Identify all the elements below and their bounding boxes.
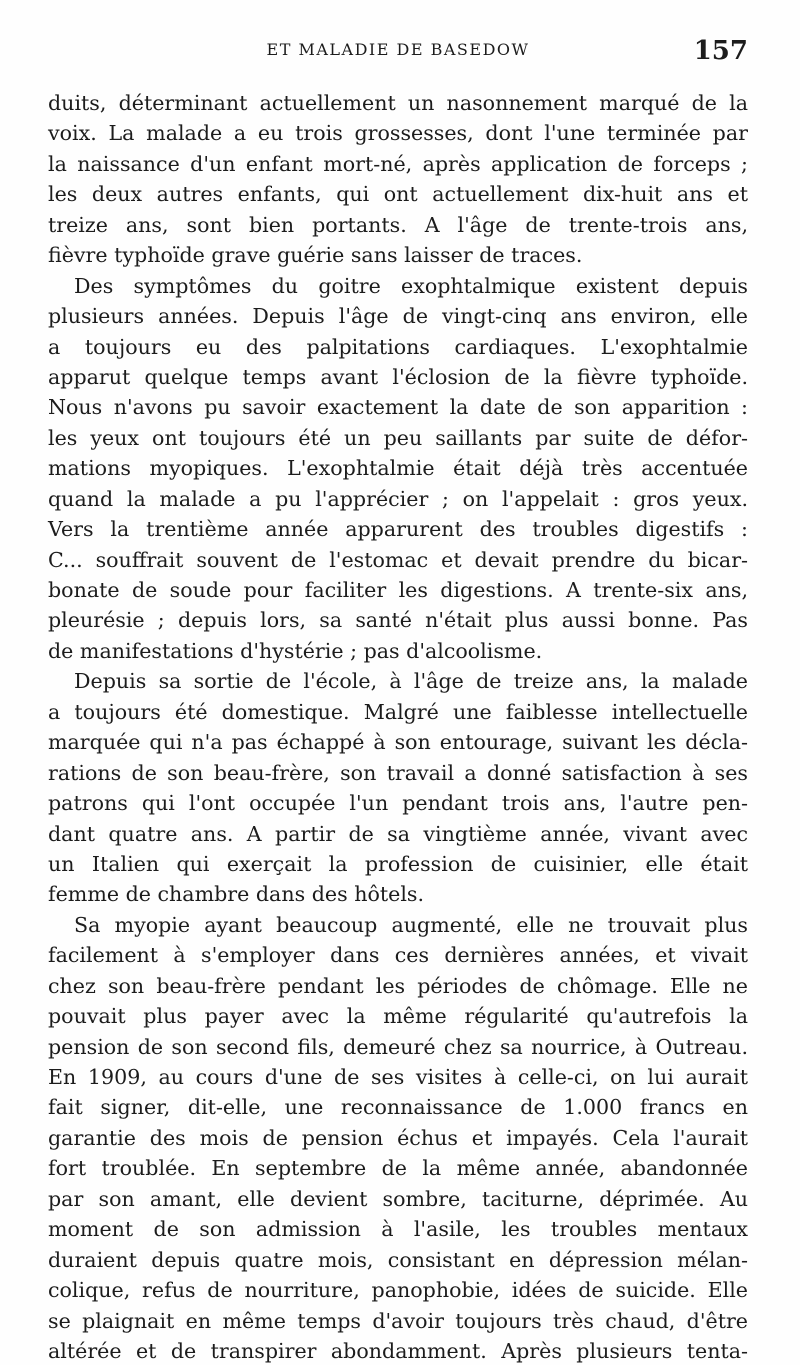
text-line: plusieurs années. Depuis l'âge de vingt-cinq ans environ, elle <box>48 304 748 329</box>
body-text <box>48 88 748 1366</box>
text-line: la naissance d'un enfant mort-né, après application de forceps ; <box>48 151 748 176</box>
text-line: treize ans, sont bien portants. A l'âge de trente-trois ans, <box>48 212 748 237</box>
text-line: Des symptômes du goitre exophtalmique existent depuis <box>74 273 748 298</box>
text-line: garantie des mois de pension échus et impayés. Cela l'aurait <box>48 1125 748 1150</box>
text-line: En 1909, au cours d'une de ses visites à celle-ci, on lui aurait <box>48 1065 748 1089</box>
text-line: de manifestations d'hystérie ; pas d'alcoolisme. <box>48 638 543 663</box>
page-number: 157 <box>693 36 748 66</box>
text-line: les yeux ont toujours été un peu saillants par suite de défor- <box>48 425 748 450</box>
text-line: se plaignait en même temps d'avoir toujours très chaud, d'être <box>48 1308 748 1333</box>
paragraph <box>48 910 748 1366</box>
text-line: pleurésie ; depuis lors, sa santé n'était plus aussi bonne. Pas <box>48 608 748 633</box>
text-line: fièvre typhoïde grave guérie sans laisser de traces. <box>48 243 583 268</box>
text-line: Depuis sa sortie de l'école, à l'âge de treize ans, la malade <box>74 669 748 694</box>
text-line: femme de chambre dans des hôtels. <box>48 882 425 907</box>
text-line: fort troublée. En septembre de la même année, abandonnée <box>48 1156 748 1181</box>
text-line: a toujours eu des palpitations cardiaques. L'exophtalmie <box>48 334 748 359</box>
text-line: par son amant, elle devient sombre, taciturne, déprimée. Au <box>48 1186 748 1211</box>
text-line: fait signer, dit-elle, une reconnaissance de 1.000 francs en <box>48 1095 748 1120</box>
paragraph <box>48 88 748 271</box>
text-line: voix. La malade a eu trois grossesses, dont l'une terminée par <box>48 121 748 146</box>
text-line: altérée et de transpirer abondamment. Après plusieurs tenta- <box>48 1338 748 1363</box>
text-line: patrons qui l'ont occupée l'un pendant trois ans, l'autre pen- <box>48 791 748 816</box>
text-line: colique, refus de nourriture, panophobie, idées de suicide. Elle <box>48 1278 748 1303</box>
running-head <box>48 36 748 72</box>
text-line: bonate de soude pour faciliter les digestions. A trente-six ans, <box>48 578 748 602</box>
text-line: un Italien qui exerçait la profession de cuisinier, elle était <box>48 851 748 876</box>
text-line: Sa myopie ayant beaucoup augmenté, elle ne trouvait plus <box>74 912 748 937</box>
text-line: rations de son beau-frère, son travail a donné satisfaction à ses <box>48 760 748 785</box>
text-line: marquée qui n'a pas échappé à son entourage, suivant les décla- <box>48 730 748 755</box>
paragraph <box>48 271 748 667</box>
text-line: a toujours été domestique. Malgré une faiblesse intellectuelle <box>48 699 748 724</box>
text-line: dant quatre ans. A partir de sa vingtième année, vivant avec <box>48 821 748 846</box>
running-title: ET MALADIE DE BASEDOW <box>266 40 530 59</box>
text-line: facilement à s'employer dans ces dernières années, et vivait <box>48 943 748 968</box>
text-line: Vers la trentième année apparurent des troubles digestifs : <box>48 517 748 542</box>
text-line: moment de son admission à l'asile, les troubles mentaux <box>48 1217 748 1242</box>
text-line: Nous n'avons pu savoir exactement la date de son apparition : <box>48 395 748 420</box>
text-line: duraient depuis quatre mois, consistant en dépression mélan- <box>48 1247 748 1272</box>
text-line: les deux autres enfants, qui ont actuellement dix-huit ans et <box>48 182 748 207</box>
paragraph <box>48 666 748 910</box>
text-line: mations myopiques. L'exophtalmie était déjà très accentuée <box>48 456 748 481</box>
text-line: pouvait plus payer avec la même régularité qu'autrefois la <box>48 1004 748 1029</box>
text-line: apparut quelque temps avant l'éclosion de la fièvre typhoïde. <box>48 364 748 389</box>
text-line: quand la malade a pu l'apprécier ; on l'appelait : gros yeux. <box>48 486 748 511</box>
text-line: pension de son second fils, demeuré chez sa nourrice, à Outreau. <box>48 1034 748 1059</box>
text-line: duits, déterminant actuellement un nasonnement marqué de la <box>48 91 748 115</box>
text-line: C... souffrait souvent de l'estomac et devait prendre du bicar- <box>48 547 748 572</box>
text-line: chez son beau-frère pendant les périodes de chômage. Elle ne <box>48 973 748 998</box>
